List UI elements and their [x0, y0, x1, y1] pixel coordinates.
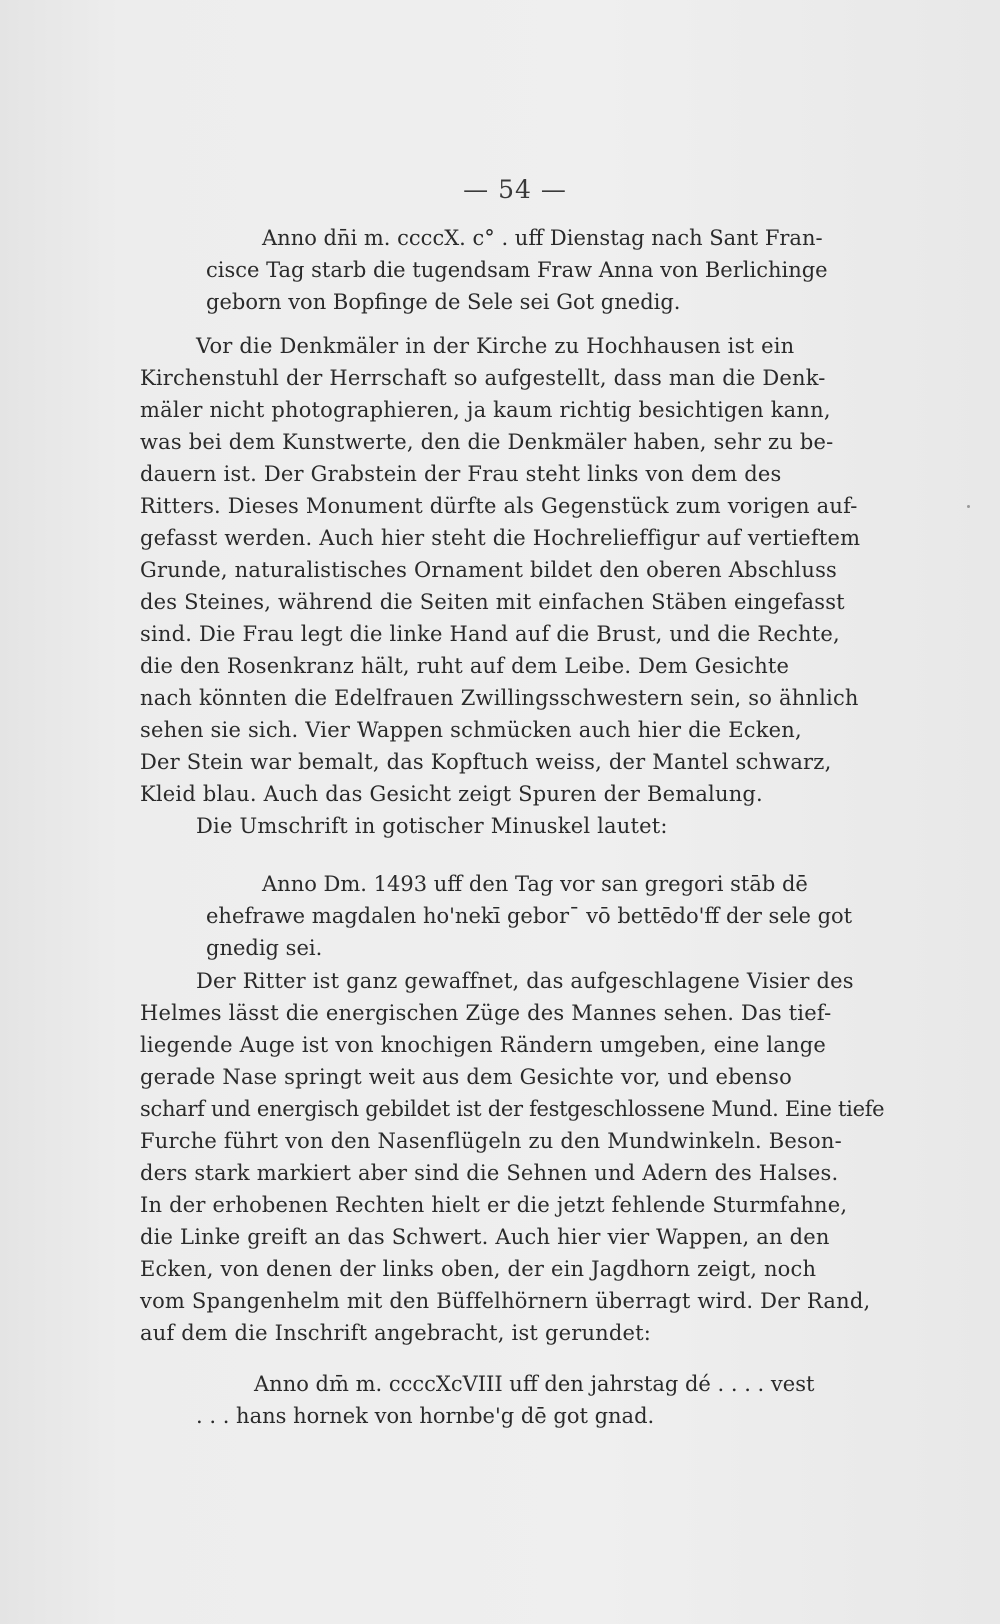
inscription-3-line: Anno dm̄ m. ccccXcVIII uff den jahrstag dé . . . . vest: [254, 1372, 815, 1396]
paragraph-line: Der Stein war bemalt, das Kopftuch weiss, der Mantel schwarz,: [140, 750, 832, 774]
paragraph-line: Die Umschrift in gotischer Minuskel lautet:: [196, 814, 668, 838]
page-number: — 54 —: [463, 175, 567, 204]
paragraph-line: sehen sie sich. Vier Wappen schmücken auch hier die Ecken,: [140, 718, 802, 742]
paragraph-line: vom Spangenhelm mit den Büffelhörnern überragt wird. Der Rand,: [140, 1289, 871, 1313]
paragraph-line: Grunde, naturalistisches Ornament bildet den oberen Abschluss: [140, 558, 838, 582]
inscription-1-line: geborn von Bopfinge de Sele sei Got gnedig.: [206, 290, 681, 314]
paragraph-line: scharf und energisch gebildet ist der festgeschlossene Mund. Eine tiefe: [140, 1097, 885, 1121]
paragraph-line: Kirchenstuhl der Herrschaft so aufgestellt, dass man die Denk-: [140, 366, 826, 390]
paragraph-line: des Steines, während die Seiten mit einfachen Stäben eingefasst: [140, 590, 845, 614]
inscription-2-line: ehefrawe magdalen ho'nekī geborˉ vō bettēdo'ff der sele got: [206, 904, 853, 928]
paragraph-line: Vor die Denkmäler in der Kirche zu Hochhausen ist ein: [196, 334, 795, 358]
inscription-3: [196, 1368, 906, 1432]
paragraph-line: gerade Nase springt weit aus dem Gesichte vor, und ebenso: [140, 1065, 792, 1089]
inscription-3-line: . . . hans hornek von hornbe'g dē got gnad.: [196, 1404, 655, 1428]
paragraph-line: die den Rosenkranz hält, ruht auf dem Leibe. Dem Gesichte: [140, 654, 790, 678]
paper-speck: [967, 505, 970, 508]
paragraph-line: Der Ritter ist ganz gewaffnet, das aufgeschlagene Visier des: [196, 969, 854, 993]
paragraph-line: Furche führt von den Nasenflügeln zu den Mundwinkeln. Beson-: [140, 1129, 842, 1153]
paragraph-line: ders stark markiert aber sind die Sehnen und Adern des Halses.: [140, 1161, 839, 1185]
inscription-1-line: cisce Tag starb die tugendsam Fraw Anna von Berlichinge: [206, 258, 828, 282]
paragraph-line: dauern ist. Der Grabstein der Frau steht links von dem des: [140, 462, 782, 486]
paragraph-2: [140, 965, 906, 1349]
inscription-2-line: gnedig sei.: [206, 936, 323, 960]
paragraph-1: [140, 330, 906, 842]
paragraph-line: sind. Die Frau legt die linke Hand auf die Brust, und die Rechte,: [140, 622, 840, 646]
paragraph-line: auf dem die Inschrift angebracht, ist gerundet:: [140, 1321, 652, 1345]
paragraph-line: die Linke greift an das Schwert. Auch hier vier Wappen, an den: [140, 1225, 830, 1249]
paragraph-line: Ecken, von denen der links oben, der ein Jagdhorn zeigt, noch: [140, 1257, 817, 1281]
paragraph-line: In der erhobenen Rechten hielt er die jetzt fehlende Sturmfahne,: [140, 1193, 848, 1217]
inscription-1-line: Anno dn̄i m. ccccX. c° . uff Dienstag nach Sant Fran-: [262, 226, 823, 250]
paragraph-line: Kleid blau. Auch das Gesicht zeigt Spuren der Bemalung.: [140, 782, 763, 806]
inscription-2-line: Anno Dm. 1493 uff den Tag vor san gregori stāb dē: [262, 872, 808, 896]
inscription-1: [206, 222, 906, 318]
paragraph-line: nach könnten die Edelfrauen Zwillingsschwestern sein, so ähnlich: [140, 686, 859, 710]
paragraph-line: Ritters. Dieses Monument dürfte als Gegenstück zum vorigen auf-: [140, 494, 858, 518]
paragraph-line: gefasst werden. Auch hier steht die Hochrelieffigur auf vertieftem: [140, 526, 861, 550]
paragraph-line: was bei dem Kunstwerte, den die Denkmäler haben, sehr zu be-: [140, 430, 834, 454]
paragraph-line: liegende Auge ist von knochigen Rändern umgeben, eine lange: [140, 1033, 827, 1057]
inscription-2: [206, 868, 906, 964]
paragraph-line: mäler nicht photographieren, ja kaum richtig besichtigen kann,: [140, 398, 831, 422]
paragraph-line: Helmes lässt die energischen Züge des Mannes sehen. Das tief-: [140, 1001, 832, 1025]
